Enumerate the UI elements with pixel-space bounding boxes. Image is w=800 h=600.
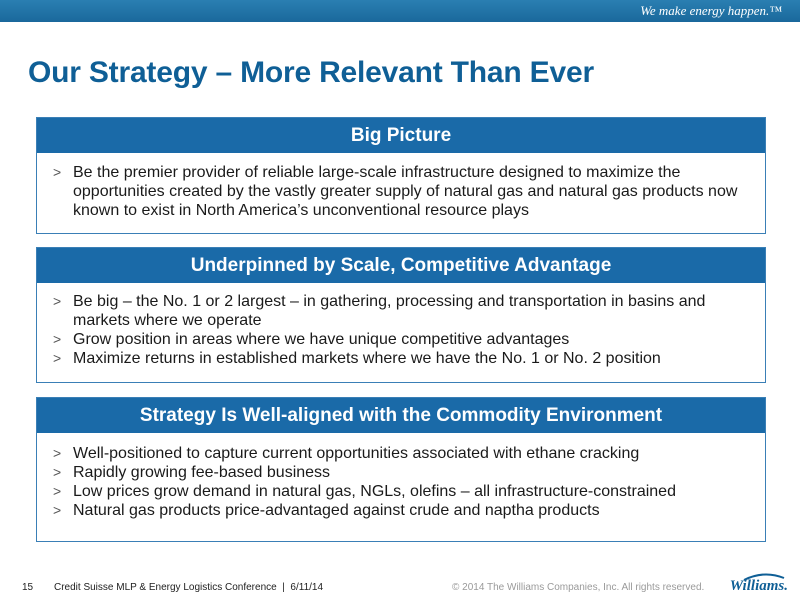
tagline: We make energy happen.™ <box>640 3 782 18</box>
bullet-marker: > <box>53 293 62 309</box>
bullet-marker: > <box>53 331 62 347</box>
section-commodity-environment <box>36 397 766 542</box>
bullet-text: Well-positioned to capture current opportunities associated with ethane cracking <box>73 445 640 462</box>
bullet-list <box>37 153 765 226</box>
section-heading: Big Picture <box>37 118 765 153</box>
bullet-marker: > <box>53 445 62 461</box>
bullet-marker: > <box>53 464 62 480</box>
bullet-list <box>37 283 765 374</box>
bullet-item <box>53 444 747 463</box>
conference-label: Credit Suisse MLP & Energy Logistics Conference | 6/11/14 <box>54 582 324 593</box>
bullet-text: Grow position in areas where we have unique competitive advantages <box>73 331 570 348</box>
bullet-item <box>53 330 747 349</box>
bullet-text: Be the premier provider of reliable large-scale infrastructure designed to maximize the opportunities created by the vastly greater supply of natural gas and natural gas products now known to exist in North America’s unconventional resource plays <box>73 164 738 219</box>
bullet-list <box>37 433 765 526</box>
bullet-item <box>53 501 747 520</box>
section-heading: Underpinned by Scale, Competitive Advantage <box>37 248 765 283</box>
bullet-item <box>53 292 747 330</box>
footer <box>0 578 800 600</box>
section-heading: Strategy Is Well-aligned with the Commodity Environment <box>37 398 765 433</box>
bullet-marker: > <box>53 164 62 180</box>
bullet-text: Maximize returns in established markets where we have the No. 1 or No. 2 position <box>73 350 661 367</box>
bullet-marker: > <box>53 350 62 366</box>
bullet-item <box>53 482 747 501</box>
bullet-marker: > <box>53 483 62 499</box>
bullet-text: Rapidly growing fee-based business <box>73 464 331 481</box>
bullet-text: Low prices grow demand in natural gas, NGLs, olefins – all infrastructure-constrained <box>73 483 676 500</box>
section-scale-advantage <box>36 247 766 383</box>
bullet-item <box>53 349 747 368</box>
page-title: Our Strategy – More Relevant Than Ever <box>28 56 594 89</box>
bullet-item <box>53 163 747 220</box>
top-banner <box>0 0 800 22</box>
bullet-text: Be big – the No. 1 or 2 largest – in gathering, processing and transportation in basins and markets where we operate <box>73 293 706 329</box>
section-big-picture <box>36 117 766 234</box>
williams-logo: Williams. <box>729 578 788 594</box>
bullet-text: Natural gas products price-advantaged against crude and naptha products <box>73 502 600 519</box>
copyright-notice: © 2014 The Williams Companies, Inc. All rights reserved. <box>452 582 705 593</box>
bullet-marker: > <box>53 502 62 518</box>
bullet-item <box>53 463 747 482</box>
page-number: 15 <box>22 582 34 593</box>
